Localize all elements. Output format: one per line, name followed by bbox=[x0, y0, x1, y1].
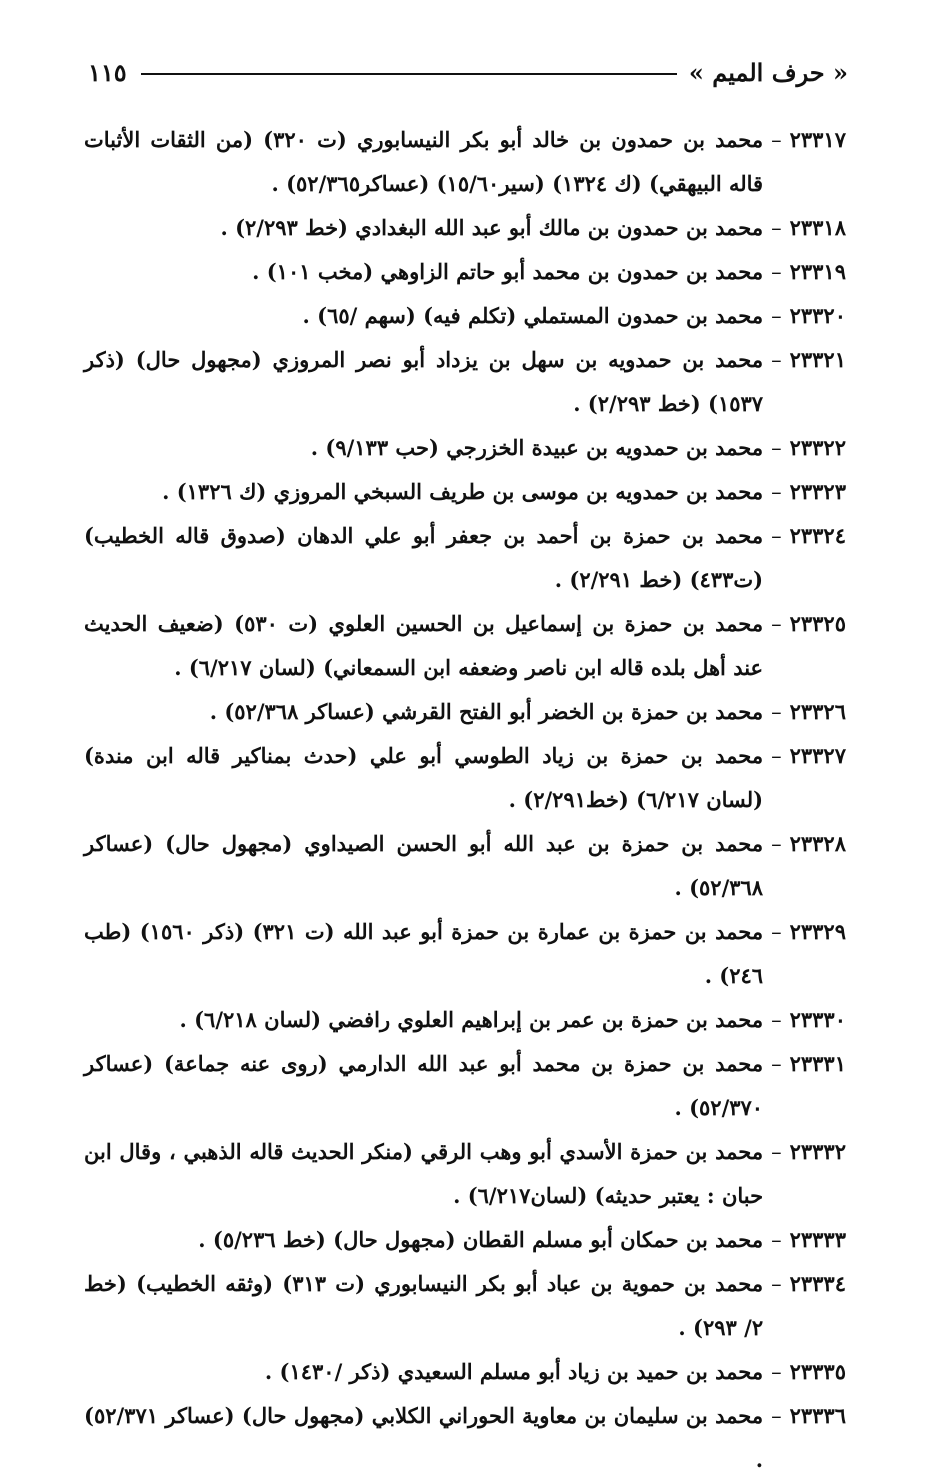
entry-number: ٢٣٣٢٩ bbox=[789, 919, 846, 944]
list-item bbox=[84, 206, 846, 250]
entry-text: محمد بن حمكان أبو مسلم القطان (مجهول حال) (خط ٥/٢٣٦) . bbox=[198, 1227, 764, 1252]
list-item bbox=[84, 250, 846, 294]
entry-number: ٢٣٣٣٥ bbox=[789, 1359, 846, 1384]
entry-text: محمد بن حمدويه بن سهل بن يزداد أبو نصر المروزي (مجهول حال) (ذكر ١٥٣٧) (خط ٢/٢٩٣) . bbox=[84, 347, 764, 416]
entry-separator: – bbox=[771, 348, 782, 372]
page-title: « حرف الميم » bbox=[688, 57, 848, 87]
page-header bbox=[88, 50, 848, 94]
entry-text: محمد بن حمزة بن أحمد بن جعفر أبو علي الدهان (صدوق قاله الخطيب) (ت٤٣٣) (خط ٢/٢٩١) . bbox=[84, 523, 764, 592]
entry-text: محمد بن حمزة بن زياد الطوسي أبو علي (حدث بمناكير قاله ابن مندة) (لسان ٦/٢١٧) (خط٢/٢٩١) . bbox=[84, 743, 764, 812]
entry-separator: – bbox=[771, 216, 782, 240]
entry-separator: – bbox=[771, 480, 782, 504]
list-item bbox=[84, 118, 846, 206]
entry-separator: – bbox=[771, 436, 782, 460]
entry-separator: – bbox=[771, 260, 782, 284]
entry-number: ٢٣٣٣٦ bbox=[789, 1403, 846, 1428]
entry-separator: – bbox=[771, 612, 782, 636]
list-item bbox=[84, 1130, 846, 1218]
entry-number: ٢٣٣٢٨ bbox=[789, 831, 846, 856]
list-item bbox=[84, 822, 846, 910]
entry-separator: – bbox=[771, 304, 782, 328]
entry-text: محمد بن حميد بن زياد أبو مسلم السعيدي (ذكر /١٤٣٠) . bbox=[264, 1359, 764, 1384]
entry-list bbox=[84, 118, 846, 1482]
list-item bbox=[84, 734, 846, 822]
list-item bbox=[84, 1394, 846, 1482]
entry-separator: – bbox=[771, 700, 782, 724]
list-item bbox=[84, 294, 846, 338]
entry-number: ٢٣٣٣٢ bbox=[789, 1139, 846, 1164]
entry-text: محمد بن حمزة بن عمارة بن حمزة أبو عبد الله (ت ٣٢١) (ذكر ١٥٦٠) (طب ٢٤٦) . bbox=[84, 919, 764, 988]
entry-separator: – bbox=[771, 1140, 782, 1164]
entry-separator: – bbox=[771, 1404, 782, 1428]
entry-text: محمد بن حمدون بن خالد أبو بكر النيسابوري (ت ٣٢٠) (من الثقات الأثبات قاله البيهقي) (ك ١٣٢٤) (سير١٥/٦٠) (عساكر٥٢/٣٦٥) . bbox=[84, 127, 764, 196]
entry-separator: – bbox=[771, 524, 782, 548]
list-item bbox=[84, 470, 846, 514]
entry-number: ٢٣٣٢٦ bbox=[789, 699, 846, 724]
page-number: ١١٥ bbox=[88, 57, 127, 87]
entry-number: ٢٣٣٣٣ bbox=[789, 1227, 846, 1252]
entry-text: محمد بن حمزة بن إسماعيل بن الحسين العلوي (ت ٥٣٠) (ضعيف الحديث عند أهل بلده قاله ابن ناصر وضعفه ابن السمعاني) (لسان ٦/٢١٧) . bbox=[84, 611, 764, 680]
list-item bbox=[84, 1042, 846, 1130]
entry-text: محمد بن حمدويه بن عبيدة الخزرجي (حب ٩/١٣٣) . bbox=[310, 435, 764, 460]
list-item bbox=[84, 602, 846, 690]
entry-separator: – bbox=[771, 1272, 782, 1296]
list-item bbox=[84, 1262, 846, 1350]
entry-text: محمد بن حمدون بن مالك أبو عبد الله البغدادي (خط ٢/٢٩٣) . bbox=[220, 215, 764, 240]
entry-number: ٢٣٣٣٤ bbox=[789, 1271, 846, 1296]
entry-separator: – bbox=[771, 128, 782, 152]
entry-text: محمد بن سليمان بن معاوية الحوراني الكلابي (مجهول حال) (عساكر ٥٢/٣٧١) . bbox=[84, 1403, 764, 1472]
entry-number: ٢٣٣٣٠ bbox=[789, 1007, 846, 1032]
entry-number: ٢٣٣٢٧ bbox=[789, 743, 846, 768]
entry-number: ٢٣٣٢٣ bbox=[789, 479, 846, 504]
entry-separator: – bbox=[771, 1360, 782, 1384]
list-item bbox=[84, 514, 846, 602]
entry-separator: – bbox=[771, 744, 782, 768]
entry-text: محمد بن حمزة الأسدي أبو وهب الرقي (منكر الحديث قاله الذهبي ، وقال ابن حبان : يعتبر حديثه) (لسان٦/٢١٧) . bbox=[84, 1139, 764, 1208]
entry-text: محمد بن حمزة بن عمر بن إبراهيم العلوي رافضي (لسان ٦/٢١٨) . bbox=[179, 1007, 764, 1032]
entry-number: ٢٣٣٢٥ bbox=[789, 611, 846, 636]
entry-separator: – bbox=[771, 832, 782, 856]
entry-number: ٢٣٣١٧ bbox=[789, 127, 846, 152]
entry-text: محمد بن حمدون المستملي (تكلم فيه) (سهم /٦٥) . bbox=[302, 303, 764, 328]
list-item bbox=[84, 1218, 846, 1262]
entry-text: محمد بن حمزة بن الخضر أبو الفتح القرشي (عساكر ٥٢/٣٦٨) . bbox=[209, 699, 764, 724]
entry-text: محمد بن حمزة بن عبد الله أبو الحسن الصيداوي (مجهول حال) (عساكر ٥٢/٣٦٨) . bbox=[84, 831, 764, 900]
entry-text: محمد بن حمدويه بن موسى بن طريف السبخي المروزي (ك ١٣٢٦) . bbox=[162, 479, 764, 504]
list-item bbox=[84, 338, 846, 426]
entry-text: محمد بن حموية بن عباد أبو بكر النيسابوري (ت ٣١٣) (وثقه الخطيب) (خط ٢/ ٢٩٣) . bbox=[84, 1271, 764, 1340]
entry-separator: – bbox=[771, 1228, 782, 1252]
entry-number: ٢٣٣٢٠ bbox=[789, 303, 846, 328]
entry-number: ٢٣٣٢١ bbox=[789, 347, 846, 372]
entry-text: محمد بن حمدون بن محمد أبو حاتم الزاوهي (مخب ١٠١) . bbox=[252, 259, 764, 284]
entry-number: ٢٣٣١٩ bbox=[789, 259, 846, 284]
list-item bbox=[84, 426, 846, 470]
entry-number: ٢٣٣٢٤ bbox=[789, 523, 846, 548]
list-item bbox=[84, 1350, 846, 1394]
list-item bbox=[84, 998, 846, 1042]
entry-separator: – bbox=[771, 1008, 782, 1032]
entry-number: ٢٣٣٢٢ bbox=[789, 435, 846, 460]
entry-number: ٢٣٣١٨ bbox=[789, 215, 846, 240]
entry-separator: – bbox=[771, 1052, 782, 1076]
list-item bbox=[84, 690, 846, 734]
header-divider bbox=[141, 73, 677, 75]
list-item bbox=[84, 910, 846, 998]
entry-number: ٢٣٣٣١ bbox=[789, 1051, 846, 1076]
entry-separator: – bbox=[771, 920, 782, 944]
entry-text: محمد بن حمزة بن محمد أبو عبد الله الدارمي (روى عنه جماعة) (عساكر ٥٢/٣٧٠) . bbox=[84, 1051, 764, 1120]
